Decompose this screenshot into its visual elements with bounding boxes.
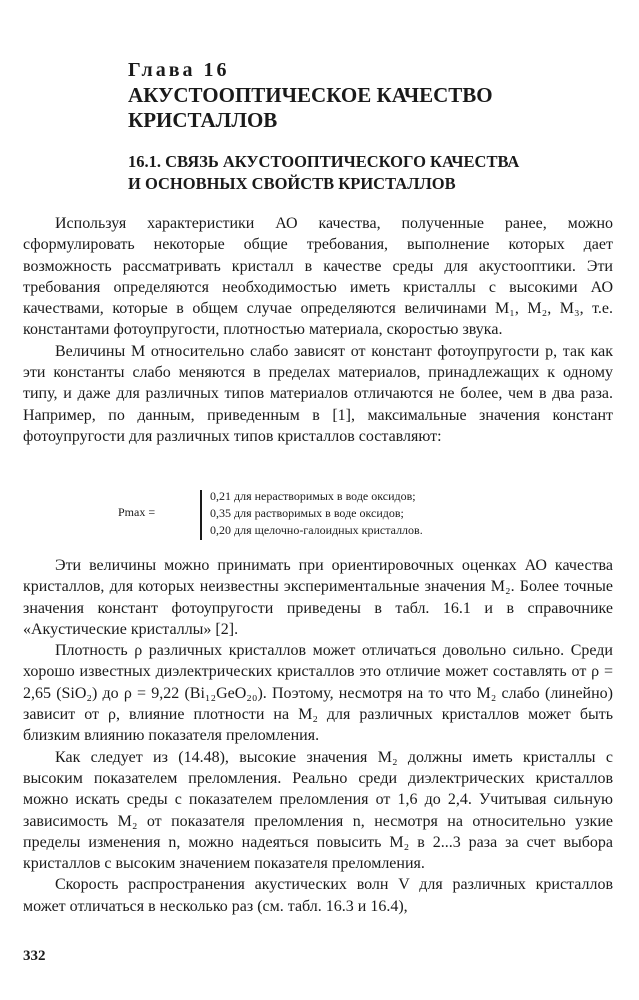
page-number: 332: [23, 948, 46, 964]
section-title-line2: И ОСНОВНЫХ СВОЙСТВ КРИСТАЛЛОВ: [128, 174, 456, 193]
formula-lhs: Pmax =: [118, 505, 156, 519]
section-heading: [128, 151, 608, 195]
chapter-title-line2: КРИСТАЛЛОВ: [128, 108, 278, 132]
body-text-top: [23, 213, 613, 447]
formula-cases: [210, 488, 423, 539]
paragraph: Скорость распространения акустических волн V для различных кристаллов может отличаться в несколько раз (см. табл. 16.3 и 16.4),: [23, 876, 613, 915]
formula-case: 0,35 для растворимых в воде оксидов;: [210, 506, 404, 520]
paragraph: Как следует из (14.48), высокие значения M₂ должны иметь кристаллы с высоким показателем преломления. Реально среди диэлектрических кристаллов можно искать среды с показателем преломления от 1,6 до 2,4. Учитывая сильную зависимость M₂ от показателя преломления n, несмотря на относительно узкие пределы изменения n, можно надеяться повысить M₂ в 2...3 раза за счет выбора кристаллов с высоким значением показателя преломления.: [23, 748, 613, 873]
section-title-line1: 16.1. СВЯЗЬ АКУСТООПТИЧЕСКОГО КАЧЕСТВА: [128, 152, 520, 171]
paragraph: Эти величины можно принимать при ориентировочных оценках АО качества кристаллов, для которых неизвестны экспериментальные значения M₂. Более точные значения констант фотоупругости приведены в табл. 16.1 и в справочнике «Акустические кристаллы» [2].: [23, 557, 613, 638]
paragraph: Плотность ρ различных кристаллов может отличаться довольно сильно. Среди хорошо известных диэлектрических кристаллов это отличие может составлять от ρ = 2,65 (SiO₂) до ρ = 9,22 (Bi₁₂GeO₂₀). Поэтому, несмотря на то что M₂ слабо (линейно) зависит от ρ, влияние плотности на M₂ для различных кристаллов может быть близким влиянию показателя преломления.: [23, 642, 613, 745]
paragraph: Используя характеристики АО качества, полученные ранее, можно сформулировать некоторые общие требования, выполнение которых дает возможность рассматривать кристалл в качестве среды для акустооптики. Эти требования определяются необходимостью иметь кристаллы с высокими АО качествами, которые в общем случае определяются величинами M₁, M₂, M₃, т.е. константами фотоупругости, плотностью материала, скоростью звука.: [23, 215, 613, 339]
formula-case: 0,21 для нерастворимых в воде оксидов;: [210, 489, 416, 503]
formula-brace: [200, 490, 202, 540]
paragraph: Величины M относительно слабо зависят от констант фотоупругости p, так как эти константы слабо меняются в пределах материалов, принадлежащих к одному типу, и даже для различных типов материалов отличаются не более, чем в два раза. Например, по данным, приведенным в [1], максимальные значения констант фотоупругости для различных типов кристаллов составляют:: [23, 342, 613, 445]
formula-case: 0,20 для щелочно-галоидных кристаллов.: [210, 523, 423, 537]
formula-pmax: [118, 488, 518, 542]
body-text-bottom: [23, 555, 613, 917]
chapter-label: Глава 16: [128, 59, 230, 81]
chapter-heading: [128, 58, 588, 132]
chapter-title-line1: АКУСТООПТИЧЕСКОЕ КАЧЕСТВО: [128, 83, 493, 107]
